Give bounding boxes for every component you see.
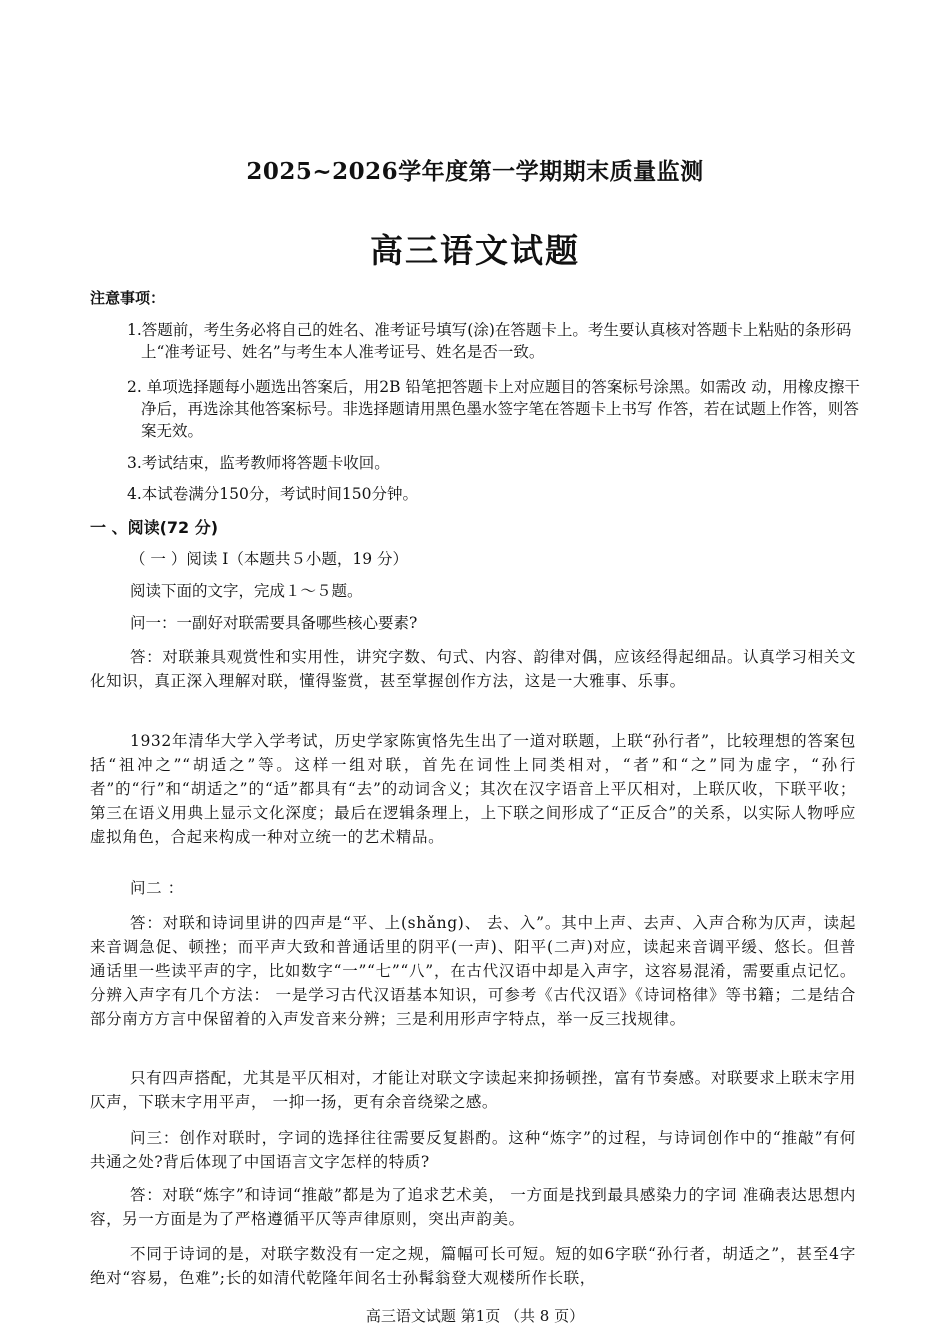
exam-title: 2025~2026学年度第一学期期末质量监测 [246,158,704,185]
notice-item-4: 4.本试卷满分150分，考试时间150分钟。 [127,485,418,503]
notice-item-2: 2. 单项选择题每小题选出答案后，用2B 铅笔把答题卡上对应题目的答案标号涂黑。如需改 动，用橡皮擦干净后，再选涂其他答案标号。非选择题请用黑色墨水签字笔在答题卡上书写 作答，若在试题上作答，则答案无效。 [127,378,860,440]
tone-paragraph: 只有四声搭配，尤其是平仄相对，才能让对联文字读起来抑扬顿挫，富有节奏感。对联要求上联末字用仄声，下联末字用平声， 一抑一扬，更有余音绕梁之感。 [90,1069,856,1111]
section-heading: 一 、阅读(72 分) [90,518,219,537]
notice-item-1: 1.答题前，考生务必将自己的姓名、准考证号填写(涂)在答题卡上。考生要认真核对答题卡上粘贴的条形码上“准考证号、姓名”与考生本人准考证号、姓名是否一致。 [127,321,852,361]
question-1: 问一：一副好对联需要具备哪些核心要素? [130,614,418,632]
sub-heading: （ 一 ）阅读 Ⅰ（本题共５小题，19 分） [130,550,409,568]
notice-heading: 注意事项： [90,289,166,307]
subject-title: 高三语文试题 [370,231,580,270]
notice-item-3: 3.考试结束，监考教师将答题卡收回。 [127,454,390,472]
history-paragraph: 1932年清华大学入学考试，历史学家陈寅恪先生出了一道对联题，上联“孙行者”，比较理想的答案包括“祖冲之”“胡适之”等。这样一组对联，首先在词性上同类相对，“者”和“之”同为虚字，“孙行者”的“行”和“胡适之”的“适”都具有“去”的动词含义；其次在汉字语音上平仄相对，上联仄收，下联平收；第三在语义用典上显示文化深度；最后在逻辑条理上，上下联之间形成了“正反合”的关系，以实际人物呼应虚拟角色，合起来构成一种对立统一的艺术精品。 [90,732,856,846]
answer-2-paragraph: 答：对联和诗词里讲的四声是“平、上(shǎng)、 去、入”。其中上声、去声、入声合称为仄声，读起来音调急促、顿挫；而平声大致和普通话里的阴平(一声)、阳平(二声)对应，读起来音调平缓、悠长。但普通话里一些读平声的字，比如数字“一”“七”“八”，在古代汉语中却是入声字，这容易混淆，需要重点记忆。分辨入声字有几个方法： 一是学习古代汉语基本知识，可参考《古代汉语》《诗词格律》等书籍；二是结合部分南方方言中保留着的入声发音来分辨；三是利用形声字特点，举一反三找规律。 [90,914,856,1028]
answer-3-paragraph: 答：对联“炼字”和诗词“推敲”都是为了追求艺术美， 一方面是找到最具感染力的字词 准确表达思想内容，另一方面是为了严格遵循平仄等声律原则，突出声韵美。 [90,1186,856,1228]
length-paragraph: 不同于诗词的是，对联字数没有一定之规，篇幅可长可短。短的如6字联“孙行者，胡适之”，甚至4字绝对“容易，色难”;长的如清代乾隆年间名士孙髯翁登大观楼所作长联， [90,1245,856,1287]
answer-1-paragraph: 答：对联兼具观赏性和实用性，讲究字数、句式、内容、韵律对偶，应该经得起细品。认真学习相关文化知识，真正深入理解对联，懂得鉴赏，甚至掌握创作方法，这是一大雅事、乐事。 [90,648,856,690]
page-footer: 高三语文试题 第1页 （共 8 页） [365,1307,585,1325]
question-2: 问二 ： [130,879,184,897]
question-3: 问三：创作对联时，字词的选择往往需要反复斟酌。这种“炼字”的过程，与诗词创作中的“推敲”有何共通之处?背后体现了中国语言文字怎样的特质? [90,1129,856,1171]
instruction: 阅读下面的文字，完成１～５题。 [130,582,363,600]
